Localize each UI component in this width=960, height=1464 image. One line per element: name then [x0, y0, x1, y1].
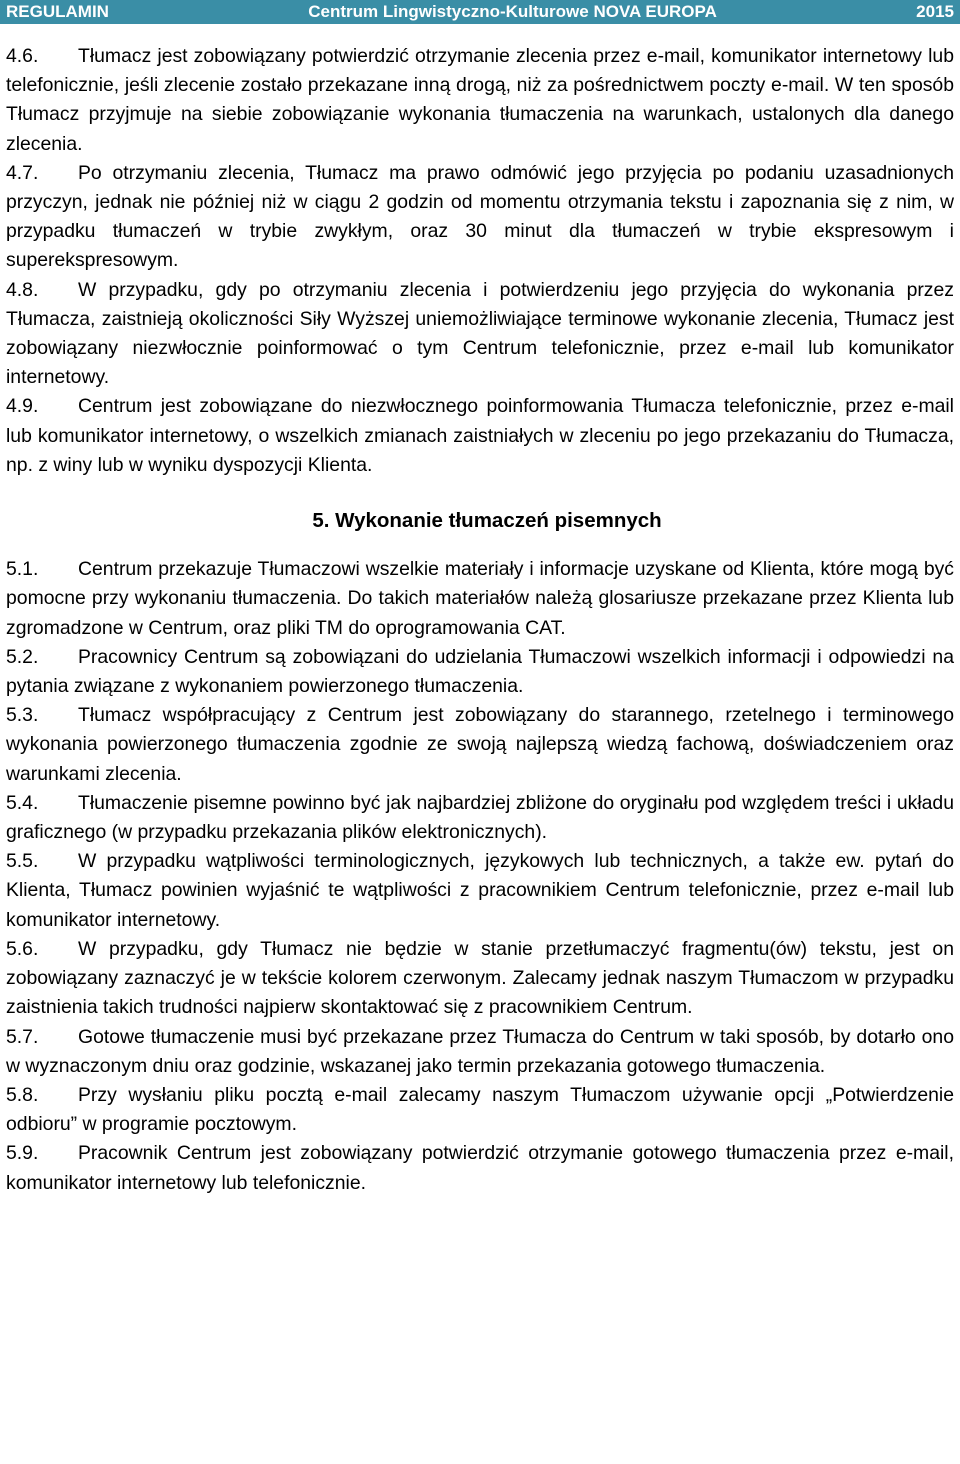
paragraph-4-7 [6, 159, 954, 276]
paragraph-5-6 [6, 935, 954, 1023]
paragraph-5-2 [6, 643, 954, 701]
paragraph-number: 4.7. [6, 161, 39, 184]
paragraph-text: Tłumacz jest zobowiązany potwierdzić otrzymanie zlecenia przez e-mail, komunikator internetowy lub telefonicznie, jeśli zlecenie zostało przekazane inną drogą, niż za pośrednictwem poczty e-mail. W ten sposób Tłumacz przyjmuje na siebie zobowiązanie wykonania tłumaczenia na warunkach, ustalonych dla danego zlecenia. [6, 45, 954, 155]
paragraph-text: W przypadku, gdy Tłumacz nie będzie w stanie przetłumaczyć fragmentu(ów) tekstu, jest on zobowiązany zaznaczyć je w tekście kolorem czerwonym. Zalecamy jednak naszym Tłumaczom w przypadku zaistnienia takich trudności najpierw skontaktować się z pracownikiem Centrum. [6, 937, 954, 1019]
paragraph-text: Przy wysłaniu pliku pocztą e-mail zalecamy naszym Tłumaczom używanie opcji „Potwierdzenie odbioru” w programie pocztowym. [6, 1083, 954, 1136]
paragraph-number: 4.8. [6, 278, 39, 301]
paragraph-5-4 [6, 789, 954, 847]
section-4-paragraphs [6, 42, 954, 480]
paragraph-number: 5.9. [6, 1142, 39, 1165]
paragraph-number: 5.7. [6, 1025, 39, 1048]
paragraph-number: 4.6. [6, 45, 39, 67]
paragraph-5-3 [6, 701, 954, 789]
paragraph-5-8 [6, 1081, 954, 1139]
paragraph-number: 5.5. [6, 850, 39, 873]
paragraph-text: Gotowe tłumaczenie musi być przekazane przez Tłumacza do Centrum w taki sposób, by dotarło ono w wyznaczonym dniu oraz godzinie, wskazanej jako termin przekazania gotowego tłumaczenia. [6, 1025, 954, 1077]
paragraph-text: Centrum jest zobowiązane do niezwłocznego poinformowania Tłumacza telefonicznie, przez e-mail lub komunikator internetowy, o wszelkich zmianach zaistniałych w zleceniu po jego przekazaniu do Tłumacza, np. z winy lub w wyniku dyspozycji Klienta. [6, 395, 954, 476]
document-body [6, 42, 954, 1198]
paragraph-text: Pracownik Centrum jest zobowiązany potwierdzić otrzymanie gotowego tłumaczenia przez e-mail, komunikator internetowy lub telefonicznie. [6, 1142, 954, 1194]
section-5-heading: 5. Wykonanie tłumaczeń pisemnych [312, 509, 662, 533]
paragraph-number: 4.9. [6, 395, 39, 418]
paragraph-4-6 [6, 42, 954, 159]
paragraph-number: 5.3. [6, 704, 39, 727]
paragraph-5-7 [6, 1023, 954, 1081]
paragraph-number: 5.1. [6, 558, 39, 581]
paragraph-text: W przypadku, gdy po otrzymaniu zlecenia i potwierdzeniu jego przyjęcia do wykonania przez Tłumacza, zaistnieją okoliczności Siły Wyższej uniemożliwiające terminowe wykonanie zlecenia, Tłumacz jest zobowiązany niezwłocznie poinformować o tym Centrum telefonicznie, przez e-mail lub komunikator internetowy. [6, 278, 954, 389]
section-5-paragraphs [6, 555, 954, 1197]
paragraph-number: 5.6. [6, 937, 39, 960]
paragraph-text: W przypadku wątpliwości terminologicznych, językowych lub technicznych, a także ew. pytań do Klienta, Tłumacz powinien wyjaśnić te wątpliwości z pracownikiem Centrum telefonicznie, przez e-mail lub komunikator internetowy. [6, 850, 954, 931]
paragraph-text: Centrum przekazuje Tłumaczowi wszelkie materiały i informacje uzyskane od Klienta, które mogą być pomocne przy wykonaniu tłumaczenia. Do takich materiałów należą glosariusze przekazane przez Klienta lub zgromadzone w Centrum, oraz pliki TM do oprogramowania CAT. [6, 558, 954, 639]
paragraph-4-8 [6, 276, 954, 393]
paragraph-5-9 [6, 1139, 954, 1197]
paragraph-number: 5.8. [6, 1083, 39, 1106]
paragraph-text: Tłumaczenie pisemne powinno być jak najbardziej zbliżone do oryginału pod względem treści i układu graficznego (w przypadku przekazania plików elektronicznych). [6, 791, 954, 844]
paragraph-5-1 [6, 555, 954, 643]
page-header [0, 0, 960, 24]
paragraph-number: 5.4. [6, 791, 39, 814]
paragraph-4-9 [6, 392, 954, 480]
paragraph-5-5 [6, 847, 954, 935]
header-organization: Centrum Lingwistyczno-Kulturowe NOVA EUROPA [308, 2, 717, 21]
header-year: 2015 [916, 2, 954, 21]
paragraph-text: Tłumacz współpracujący z Centrum jest zobowiązany do starannego, rzetelnego i terminowego wykonania powierzonego tłumaczenia zgodnie ze swoją najlepszą wiedzą fachową, doświadczeniem oraz warunkami zlecenia. [6, 704, 954, 785]
paragraph-text: Pracownicy Centrum są zobowiązani do udzielania Tłumaczowi wszelkich informacji i odpowiedzi na pytania związane z wykonaniem powierzonego tłumaczenia. [6, 645, 954, 698]
paragraph-number: 5.2. [6, 645, 39, 668]
header-doc-type: REGULAMIN [6, 2, 109, 21]
paragraph-text: Po otrzymaniu zlecenia, Tłumacz ma prawo odmówić jego przyjęcia po podaniu uzasadnionych przyczyn, jednak nie później niż w ciągu 2 godzin od momentu otrzymania tekstu i zapoznania się z nim, w przypadku tłumaczeń w trybie zwykłym, oraz 30 minut dla tłumaczeń w trybie ekspresowym i superekspresowym. [6, 161, 954, 272]
